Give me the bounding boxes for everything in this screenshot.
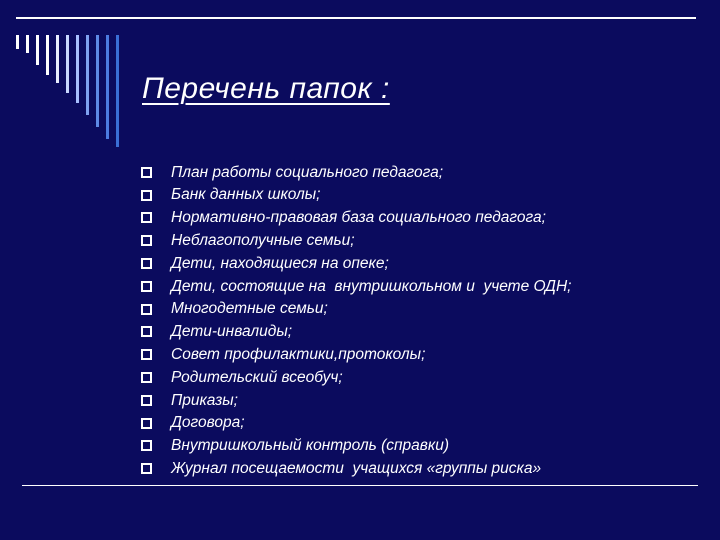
square-bullet-icon (141, 326, 152, 337)
square-bullet-icon (141, 235, 152, 246)
square-bullet-icon (141, 212, 152, 223)
list-item (141, 252, 701, 275)
square-bullet-icon (141, 190, 152, 201)
list-item (141, 321, 701, 344)
list-item-text: Банк данных школы; (171, 186, 321, 204)
square-bullet-icon (141, 281, 152, 292)
list-item (141, 343, 701, 366)
slide-title: Перечень папок : (142, 72, 390, 105)
square-bullet-icon (141, 395, 152, 406)
list-item (141, 298, 701, 321)
list-item (141, 412, 701, 435)
square-bullet-icon (141, 440, 152, 451)
list-item (141, 457, 701, 480)
decor-bar (116, 35, 119, 147)
decor-bar (26, 35, 29, 53)
square-bullet-icon (141, 258, 152, 269)
decor-bar (56, 35, 59, 83)
folder-list (141, 161, 701, 480)
list-item-text: Неблагополучные семьи; (171, 232, 355, 250)
decor-bar (66, 35, 69, 93)
decor-bar (96, 35, 99, 127)
list-item-text: Совет профилактики,протоколы; (171, 346, 426, 364)
list-item (141, 389, 701, 412)
square-bullet-icon (141, 418, 152, 429)
decor-bar (86, 35, 89, 115)
bottom-divider-line (22, 485, 698, 486)
list-item-text: Дети, состоящие на внутришкольном и учете ОДН; (171, 277, 572, 295)
decor-bar (106, 35, 109, 139)
decor-bar (76, 35, 79, 103)
square-bullet-icon (141, 304, 152, 315)
square-bullet-icon (141, 372, 152, 383)
decor-bar (46, 35, 49, 75)
list-item (141, 366, 701, 389)
list-item (141, 229, 701, 252)
list-item (141, 161, 701, 184)
list-item-text: Дети, находящиеся на опеке; (171, 254, 389, 272)
square-bullet-icon (141, 349, 152, 360)
list-item (141, 207, 701, 230)
list-item-text: План работы социального педагога; (171, 163, 444, 181)
decor-bar (36, 35, 39, 65)
decor-bar (16, 35, 19, 49)
list-item-text: Нормативно-правовая база социального педагога; (171, 209, 546, 227)
square-bullet-icon (141, 463, 152, 474)
list-item (141, 275, 701, 298)
list-item-text: Журнал посещаемости учащихся «группы риска» (171, 460, 542, 477)
list-item-text: Родительский всеобуч; (171, 368, 343, 386)
list-item-text: Дети-инвалиды; (171, 323, 293, 341)
list-item-text: Приказы; (171, 391, 238, 409)
list-item-text: Внутришкольный контроль (справки) (171, 437, 449, 455)
list-item-text: Договора; (171, 414, 245, 432)
list-item (141, 184, 701, 207)
list-item-text: Многодетные семьи; (171, 300, 328, 318)
square-bullet-icon (141, 167, 152, 178)
list-item (141, 435, 701, 458)
